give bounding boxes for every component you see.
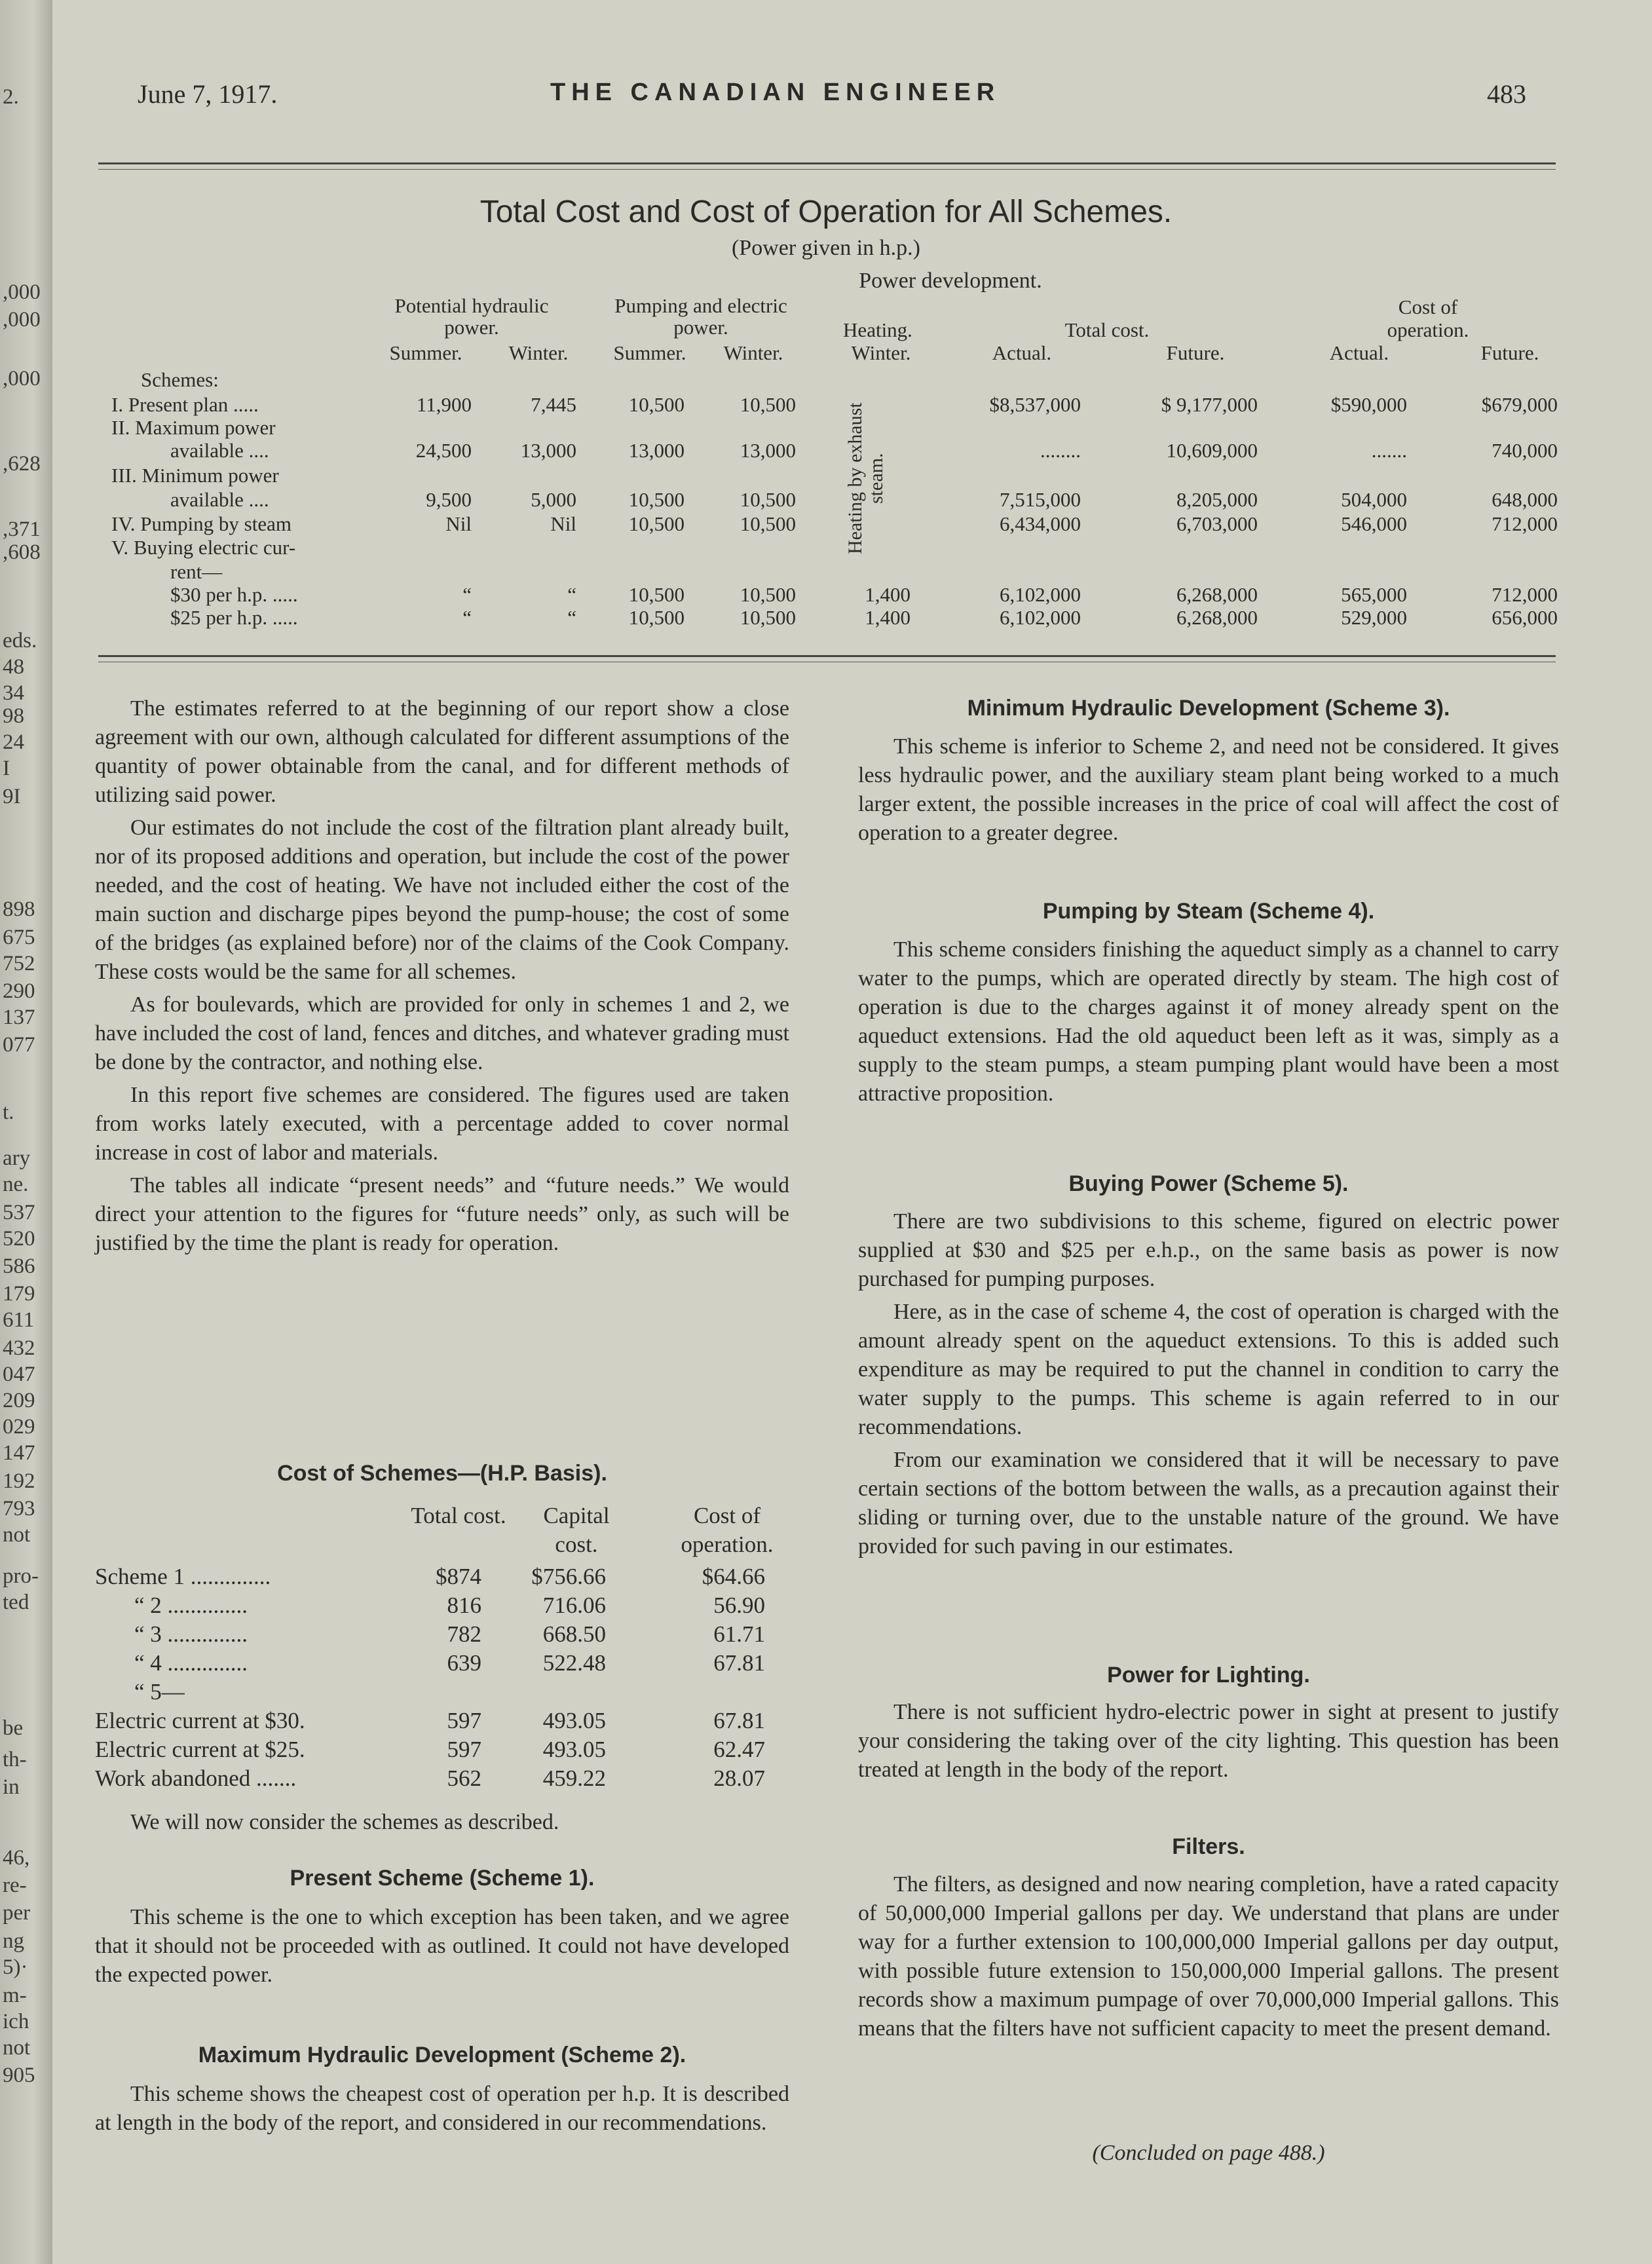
table-cell: 1,400 — [865, 583, 910, 606]
table-cell: 9,500 — [426, 488, 472, 511]
cost-cell: 67.81 — [713, 1708, 765, 1733]
heating-vertical-note: Heating by exhaust steam. — [844, 402, 887, 554]
table-row-label: I. Present plan ..... — [111, 393, 259, 416]
margin-fragment: ,608 — [3, 540, 41, 564]
table-cell: 10,500 — [740, 488, 796, 511]
margin-fragment: re- — [3, 1874, 27, 1897]
margin-fragment: 537 — [3, 1201, 35, 1224]
margin-fragment: 46, — [3, 1846, 30, 1870]
table-cell: 648,000 — [1492, 488, 1558, 511]
table-cell: Nil — [550, 512, 576, 535]
table-cell: 10,500 — [740, 583, 796, 606]
table-cell: 546,000 — [1341, 512, 1407, 535]
table-cell: 10,500 — [628, 512, 685, 535]
margin-fragment: 793 — [3, 1497, 35, 1520]
sub-actual-1: Actual. — [992, 341, 1052, 364]
margin-fragment: ,628 — [3, 452, 41, 476]
table-cell: $679,000 — [1481, 393, 1558, 416]
margin-fragment: ted — [3, 1591, 29, 1614]
cost-cell: 562 — [447, 1765, 481, 1791]
margin-fragment: ich — [3, 2010, 29, 2033]
filters-text: The filters, as designed and now nearing completion, have a rated capacity of 50,000,000 Imperial gallons per day. We understand that plans are under way for a further extension to 100,000,000 Imperial gallons per day output, with possible future extension to 150,000,000 Imperial gallons. The present records show a maximum pumpage of over 70,000,000 Imperial gallons. This means that the filters have not sufficient capacity to meet the present demand. — [858, 1872, 1559, 2041]
pumping-steam-heading: Pumping by Steam (Scheme 4). — [1042, 899, 1375, 924]
cost-schemes-heading: Cost of Schemes—(H.P. Basis). — [277, 1461, 607, 1486]
table-cell: 712,000 — [1492, 583, 1558, 606]
table-cell: 13,000 — [740, 439, 796, 462]
margin-fragment: not — [3, 2036, 31, 2060]
margin-fragment: in — [3, 1775, 20, 1799]
table-cell: 8,205,000 — [1176, 488, 1258, 511]
margin-fragment: 5)· — [3, 1955, 28, 1979]
margin-fragment: 675 — [3, 926, 35, 949]
table-cell: $590,000 — [1330, 393, 1407, 416]
table-cell: 712,000 — [1492, 512, 1558, 535]
sub-winter-2: Winter. — [723, 341, 783, 364]
table-cell: ........ — [1040, 439, 1081, 462]
table-cell: “ — [462, 606, 472, 629]
cost-cell: 668.50 — [542, 1621, 606, 1647]
cost-row-label: “ 2 .............. — [134, 1593, 248, 1618]
table-cell: ....... — [1371, 439, 1407, 462]
left-paragraph: In this report five schemes are considered. The figures used are taken from works lately executed, with a percentage added to cover normal increase in cost of labor and materials. — [95, 1083, 789, 1165]
col-header-cost-operation-2: operation. — [1387, 318, 1469, 341]
table-subtitle: (Power given in h.p.) — [731, 236, 920, 260]
cost-row-label: Electric current at $25. — [95, 1737, 305, 1762]
sub-winter-1: Winter. — [508, 341, 569, 364]
consider-text: We will now consider the schemes as described. — [130, 1810, 559, 1834]
margin-fragment: 9I — [3, 785, 21, 808]
table-cell: 11,900 — [416, 393, 472, 416]
left-paragraph: The estimates referred to at the beginning of our report show a close agreement with our own, although calculated for different assumptions of the quantity of power obtainable from the canal, and for different methods of utilizing said power. — [95, 696, 789, 807]
left-paragraph: The tables all indicate “present needs” and “future needs.” We would direct your attention to the figures for “future needs” only, as such will be justified by the time the plant is ready for operation. — [95, 1173, 789, 1255]
cost-cell: 67.81 — [713, 1650, 765, 1676]
margin-fragment: be — [3, 1716, 24, 1740]
cost-cell: 61.71 — [713, 1621, 765, 1647]
margin-fragment: 905 — [3, 2064, 35, 2087]
margin-fragment: 137 — [3, 1006, 35, 1029]
margin-fragment: ne. — [3, 1173, 29, 1196]
margin-fragment: 24 — [3, 730, 24, 754]
table-cell: 565,000 — [1341, 583, 1407, 606]
present-scheme-text: This scheme is the one to which exception has been taken, and we agree that it should not be proceeded with as outlined. It could not have developed the expected power. — [95, 1905, 789, 1987]
left-paragraph: As for boulevards, which are provided for only in schemes 1 and 2, we have included the cost of land, fences and ditches, and whatever grading must be done by the contractor, and nothing else. — [95, 992, 789, 1074]
table-row-label: $30 per h.p. ..... — [170, 583, 298, 606]
cost-header-total: Total cost. — [411, 1503, 506, 1528]
margin-fragment: 2. — [3, 85, 19, 109]
margin-fragment: 520 — [3, 1227, 35, 1251]
table-cell: 10,500 — [628, 393, 685, 416]
cost-cell: 56.90 — [713, 1593, 765, 1618]
cost-row-label: “ 4 .............. — [134, 1650, 248, 1676]
cost-cell: $756.66 — [531, 1564, 606, 1589]
cost-cell: 62.47 — [713, 1737, 765, 1762]
table-cell: 10,609,000 — [1166, 439, 1258, 462]
table-row-label: V. Buying electric cur- — [111, 536, 296, 559]
max-hydraulic-heading: Maximum Hydraulic Development (Scheme 2). — [198, 2043, 686, 2067]
margin-fragment: 029 — [3, 1415, 35, 1439]
table-cell: 10,500 — [740, 512, 796, 535]
col-header-pumping: Pumping and electric power. — [614, 294, 787, 339]
table-row-label: III. Minimum power — [111, 464, 279, 487]
power-lighting-text: There is not sufficient hydro-electric power in sight at present to justify your considering the taking over of the city lighting. This question has been treated at length in the body of the report. — [858, 1700, 1559, 1782]
header-journal-title: THE CANADIAN ENGINEER — [550, 79, 1001, 106]
table-row-label: available .... — [170, 488, 269, 511]
table-cell: $ 9,177,000 — [1161, 393, 1258, 416]
margin-fragment: ary — [3, 1146, 31, 1170]
margin-fragment: 48 — [3, 655, 24, 679]
table-row-label: IV. Pumping by steam — [111, 512, 291, 535]
table-cell: 656,000 — [1492, 606, 1558, 629]
margin-fragment: t. — [3, 1101, 14, 1124]
left-paragraph: Our estimates do not include the cost of the filtration plant already built, nor of its proposed additions and operation, but include the cost of the power needed, and the cost of heating. We have not included either the cost of the main suction and discharge pipes beyond the pump-house; the cost of some of the bridges (as explained before) nor of the claims of the Cook Company. These costs would be the same for all schemes. — [95, 816, 789, 984]
cost-cell: 459.22 — [542, 1765, 606, 1791]
margin-fragment: 077 — [3, 1033, 35, 1057]
margin-fragment: per — [3, 1901, 31, 1925]
concluded-note: (Concluded on page 488.) — [1092, 2141, 1325, 2165]
table-cell: 6,102,000 — [1000, 583, 1081, 606]
cost-cell: 597 — [447, 1737, 481, 1762]
table-cell: 6,268,000 — [1176, 583, 1258, 606]
cost-cell: 816 — [447, 1593, 481, 1618]
max-hydraulic-text: This scheme shows the cheapest cost of operation per h.p. It is described at length in the body of the report, and considered in our recommendations. — [95, 2082, 789, 2135]
header-page-number: 483 — [1487, 79, 1526, 109]
table-group-header: Power development. — [859, 269, 1042, 293]
margin-fragment: 147 — [3, 1441, 35, 1465]
cost-row-label: Work abandoned ....... — [95, 1765, 297, 1791]
min-hydraulic-text: This scheme is inferior to Scheme 2, and need not be considered. It gives less hydraulic power, and the auxiliary steam plant being worked to a much larger extent, the possible increases in the price of coal will affect the cost of operation to a greater degree. — [858, 734, 1559, 845]
cost-row-label: Scheme 1 .............. — [95, 1564, 271, 1589]
table-cell: $8,537,000 — [989, 393, 1081, 416]
margin-fragment: ,000 — [3, 367, 41, 390]
cost-header-capital: Capital cost. — [543, 1503, 610, 1557]
margin-fragment: 898 — [3, 897, 35, 921]
pumping-steam-text: This scheme considers finishing the aqueduct simply as a channel to carry water to the pumps, which are operated directly by steam. The high cost of operation is due to the charges against it of money already spent on the aqueduct extensions. Had the old aqueduct been left as it was, simply as a supply to the steam pumps, a steam pumping plant would have been a most attractive proposition. — [858, 937, 1559, 1106]
margin-fragment: th- — [3, 1748, 27, 1771]
cost-row-label: “ 3 .............. — [134, 1621, 248, 1647]
cost-cell: 28.07 — [713, 1765, 765, 1791]
margin-fragment: 432 — [3, 1336, 35, 1360]
table-cell: 1,400 — [865, 606, 910, 629]
table-cell: 5,000 — [531, 488, 576, 511]
col-header-cost-operation-1: Cost of — [1398, 295, 1458, 318]
margin-fragment: 752 — [3, 952, 35, 975]
col-header-potential: Potential hydraulic power. — [394, 294, 549, 339]
cost-header-operation: Cost of operation. — [681, 1503, 774, 1557]
table-bottom-rule — [98, 655, 1556, 657]
margin-fragment: ,371 — [3, 518, 41, 541]
table-cell: Nil — [445, 512, 472, 535]
sub-future-1: Future. — [1166, 341, 1225, 364]
margin-fragment: m- — [3, 1984, 27, 2007]
table-cell: 10,500 — [628, 583, 685, 606]
sub-future-2: Future. — [1480, 341, 1539, 364]
table-row-label: II. Maximum power — [111, 416, 276, 439]
table-cell: “ — [462, 583, 472, 606]
col-header-total-cost: Total cost. — [1064, 318, 1150, 341]
margin-fragment: 34 — [3, 681, 24, 705]
cost-cell: 522.48 — [542, 1650, 606, 1676]
margin-fragment: eds. — [3, 629, 37, 652]
table-cell: 7,515,000 — [1000, 488, 1081, 511]
margin-fragment: 192 — [3, 1469, 35, 1493]
cost-row-label: “ 5— — [134, 1679, 185, 1705]
cost-cell: 782 — [447, 1621, 481, 1647]
margin-fragment: 209 — [3, 1389, 35, 1412]
min-hydraulic-heading: Minimum Hydraulic Development (Scheme 3). — [967, 696, 1450, 721]
left-intro-text — [95, 694, 789, 1262]
buying-power-heading: Buying Power (Scheme 5). — [1068, 1171, 1349, 1196]
sub-actual-2: Actual. — [1329, 341, 1389, 364]
cost-cell: 597 — [447, 1708, 481, 1733]
header-date: June 7, 1917. — [138, 79, 278, 109]
sub-summer-2: Summer. — [613, 341, 686, 364]
table-cell: 10,500 — [740, 606, 796, 629]
table-cell: 6,434,000 — [1000, 512, 1081, 535]
margin-fragment: 586 — [3, 1255, 35, 1278]
table-cell: 504,000 — [1341, 488, 1407, 511]
table-cell: 740,000 — [1492, 439, 1558, 462]
table-cell: 24,500 — [415, 439, 472, 462]
sub-winter-3: Winter. — [851, 341, 911, 364]
margin-fragment: pro- — [3, 1564, 39, 1588]
table-cell: “ — [567, 606, 576, 629]
cost-cell: 716.06 — [542, 1593, 606, 1618]
table-cell: 10,500 — [628, 488, 685, 511]
cost-cell: 493.05 — [542, 1737, 606, 1762]
margin-fragment: 047 — [3, 1363, 35, 1386]
cost-cell: 493.05 — [542, 1708, 606, 1733]
margin-fragment: ,000 — [3, 280, 41, 304]
table-row-label: available .... — [170, 439, 269, 462]
margin-fragment: ,000 — [3, 308, 41, 331]
table-cell: “ — [567, 583, 576, 606]
margin-fragment: 611 — [3, 1308, 35, 1332]
table-cell: 6,102,000 — [1000, 606, 1081, 629]
margin-fragment: 290 — [3, 979, 35, 1003]
table-cell: 6,268,000 — [1176, 606, 1258, 629]
filters-heading: Filters. — [1172, 1834, 1245, 1859]
cost-row-label: Electric current at $30. — [95, 1708, 305, 1733]
table-row-label: rent— — [170, 560, 223, 583]
margin-fragment: 179 — [3, 1282, 35, 1306]
margin-fragment: not — [3, 1523, 31, 1547]
header-rule-thin — [98, 169, 1556, 170]
buying-power-text: There are two subdivisions to this scheme, figured on electric power supplied at $30 and $25 per e.h.p., on the same basis as power is now purchased for pumping purposes. Here, as in the case of scheme 4, the cost of operation is charged with the amount already spent on the aqueduct extensions. To this is added such expenditure as may be required to put the channel in condition to carry the water supply to the pumps. This scheme is again referred to in our recommendations. From our examination we considered that it will be necessary to pave certain sections of the bottom between the walls, as a precaution against their sliding or turning over, due to the unstable nature of the ground. We have provided for such paving in our estimates. — [858, 1209, 1559, 1558]
table-title: Total Cost and Cost of Operation for All Schemes. — [479, 195, 1173, 229]
cost-cell: 639 — [447, 1650, 481, 1676]
table-cell: 10,500 — [628, 606, 685, 629]
sub-summer-1: Summer. — [389, 341, 462, 364]
header-rule — [98, 162, 1556, 164]
table-cell: 10,500 — [740, 393, 796, 416]
table-row-label: $25 per h.p. ..... — [170, 606, 298, 629]
schemes-label: Schemes: — [141, 368, 219, 391]
table-cell: 13,000 — [520, 439, 576, 462]
table-cell: 13,000 — [628, 439, 685, 462]
adjacent-page-margin — [0, 0, 56, 2264]
col-header-heating: Heating. — [843, 318, 912, 341]
table-cell: 529,000 — [1341, 606, 1407, 629]
margin-fragment: ng — [3, 1929, 24, 1953]
power-lighting-heading: Power for Lighting. — [1107, 1663, 1310, 1688]
margin-fragment: 98 — [3, 704, 24, 728]
margin-fragment: I — [3, 757, 10, 780]
present-scheme-heading: Present Scheme (Scheme 1). — [290, 1866, 595, 1891]
table-cell: 7,445 — [531, 393, 576, 416]
cost-cell: $874 — [436, 1564, 481, 1589]
table-cell: 6,703,000 — [1176, 512, 1258, 535]
cost-cell: $64.66 — [702, 1564, 765, 1589]
